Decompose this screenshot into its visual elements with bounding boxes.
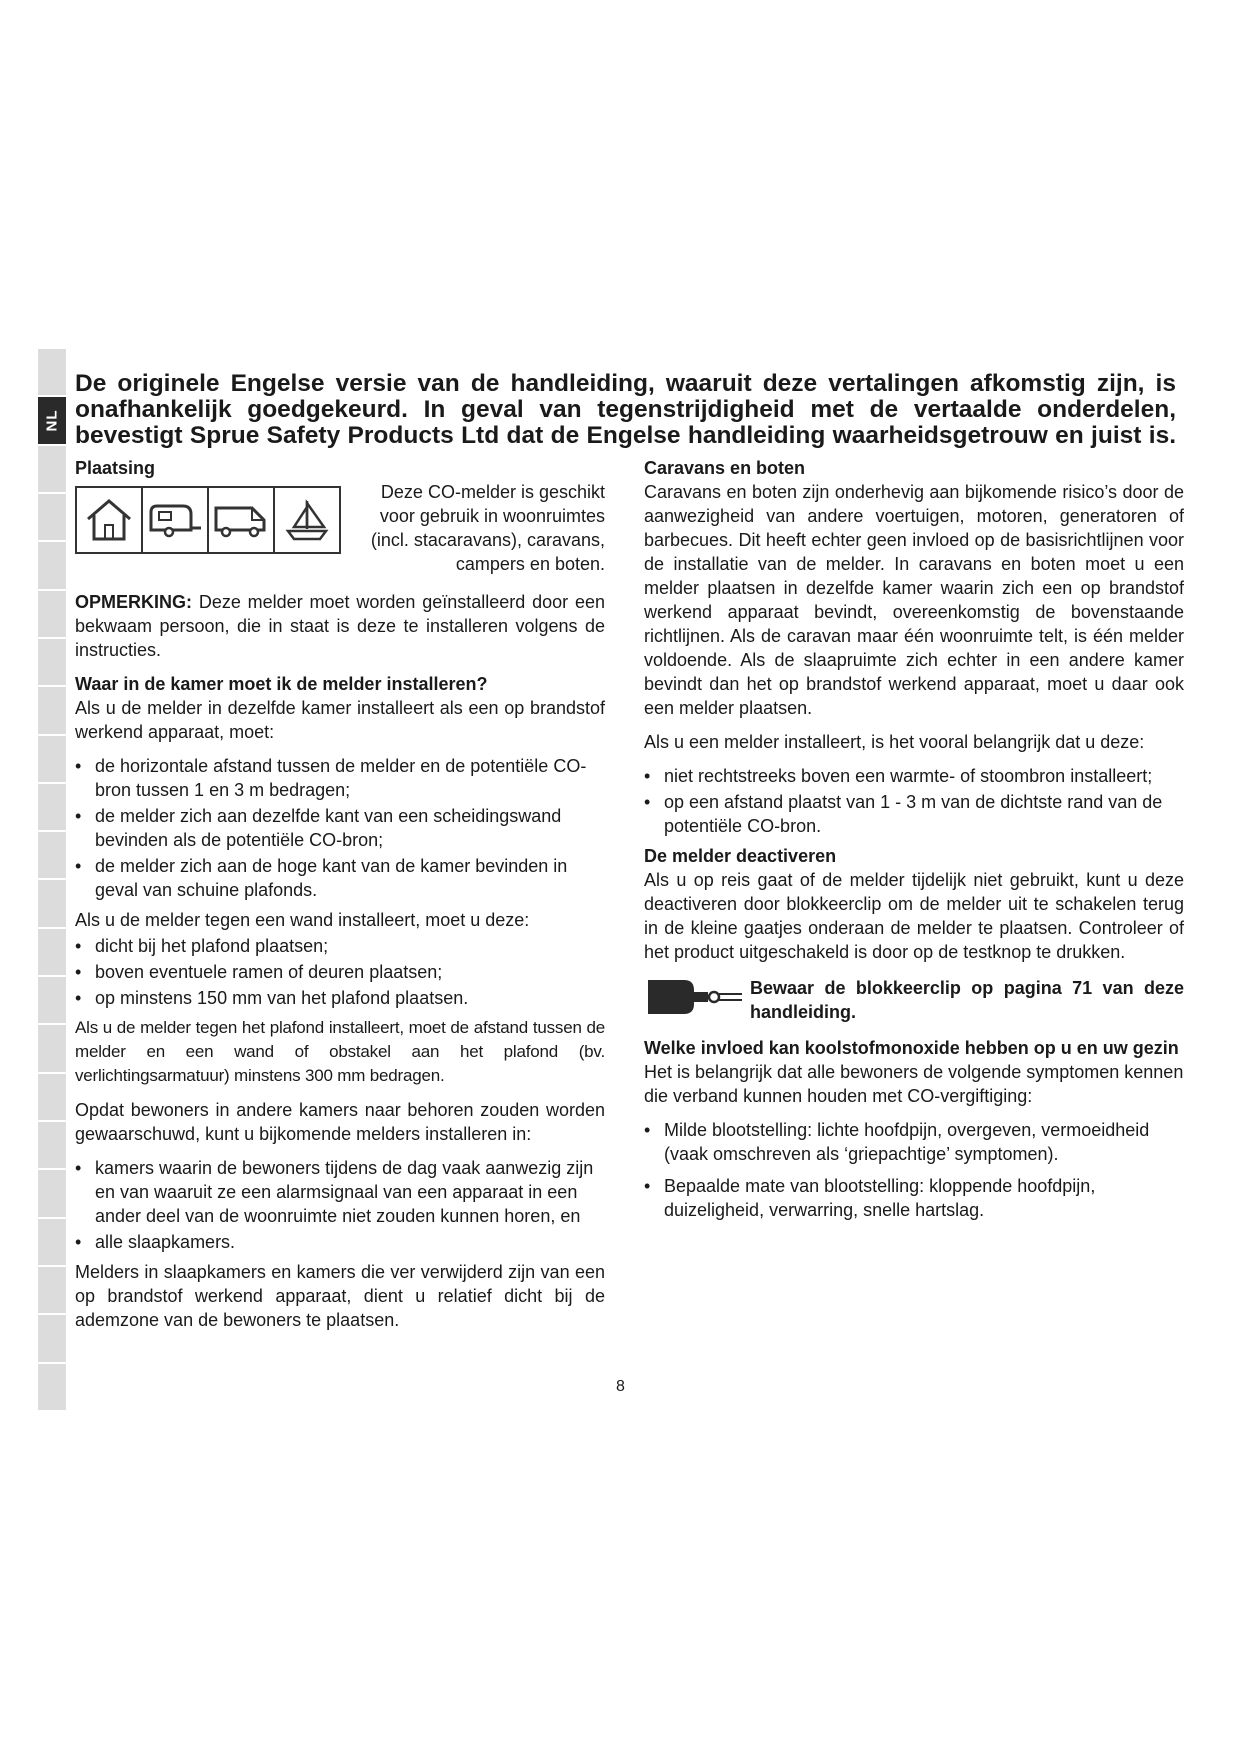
list-item: • de horizontale afstand tussen de melder en de potentiële CO-bron tussen 1 en 3 m bedragen; bbox=[75, 754, 605, 802]
side-tab-cell bbox=[38, 446, 66, 494]
list-same-room bbox=[75, 754, 605, 902]
left-column bbox=[75, 456, 605, 1342]
para-same-room: Als u de melder in dezelfde kamer installeert als een op brandstof werkend apparaat, moet: bbox=[75, 698, 605, 742]
side-tab-cell bbox=[38, 1025, 66, 1073]
list-item: • de melder zich aan dezelfde kant van een scheidingswand bevinden als de potentiële CO-bron; bbox=[75, 804, 605, 852]
list-item: • op minstens 150 mm van het plafond plaatsen. bbox=[75, 986, 605, 1010]
side-tab-cell bbox=[38, 1219, 66, 1267]
list-item: • Bepaalde mate van blootstelling: kloppende hoofdpijn, duizeligheid, verwarring, snelle hartslag. bbox=[644, 1174, 1184, 1222]
heading-effects: Welke invloed kan koolstofmonoxide hebben op u en uw gezin bbox=[644, 1038, 1179, 1058]
note-label: OPMERKING: bbox=[75, 592, 192, 612]
intro-statement: De originele Engelse versie van de handleiding, waaruit deze vertalingen afkomstig zijn, is onafhankelijk goedgekeurd. In geval van tegenstrijdigheid met de vertaalde onderdelen, bevestigt Sprue Safety Products Ltd dat de Engelse handleiding waarheidsgetrouw en juist is. bbox=[75, 370, 1176, 449]
side-tab-cell bbox=[38, 639, 66, 687]
installer-note bbox=[75, 590, 605, 662]
list-other-rooms bbox=[75, 1156, 605, 1254]
side-tab-cell bbox=[38, 832, 66, 880]
list-item: • niet rechtstreeks boven een warmte- of stoombron installeert; bbox=[644, 764, 1184, 788]
list-wall bbox=[75, 934, 605, 1010]
side-tab-cell bbox=[38, 880, 66, 928]
heading-caravans: Caravans en boten bbox=[644, 458, 806, 478]
side-tab-cell bbox=[38, 1122, 66, 1170]
list-item: • de melder zich aan de hoge kant van de kamer bevinden in geval van schuine plafonds. bbox=[75, 854, 605, 902]
language-tab bbox=[38, 397, 66, 445]
list-item: • boven eventuele ramen of deuren plaatsen; bbox=[75, 960, 605, 984]
page-number: 8 bbox=[616, 1378, 625, 1395]
para-effects: Het is belangrijk dat alle bewoners de volgende symptomen kennen die verband kunnen houden met CO-vergiftiging: bbox=[644, 1062, 1184, 1106]
side-tab-cell bbox=[38, 1315, 66, 1363]
side-tab-cell bbox=[38, 494, 66, 542]
para-other-rooms: Opdat bewoners in andere kamers naar behoren zouden worden gewaarschuwd, kunt u bijkomende melders installeren in: bbox=[75, 1100, 605, 1144]
para-deactivate: Als u op reis gaat of de melder tijdelijk niet gebruikt, kunt u deze deactiveren door blokkeerclip om de melder uit te schakelen terug in de kleine gaatjes onderaan de melder te plaatsen. Controleer of het product uitgeschakeld is door op de testknop te drukken. bbox=[644, 870, 1184, 962]
heading-plaatsing: Plaatsing bbox=[75, 458, 156, 478]
camper-icon bbox=[209, 488, 275, 552]
side-tab-cell bbox=[38, 929, 66, 977]
note-text: Deze melder moet worden geïnstalleerd door een bekwaam persoon, die in staat is deze te installeren volgens de instructies. bbox=[75, 592, 605, 660]
suitability-text: Deze CO-melder is geschikt voor gebruik in woonruimtes (incl. stacaravans), caravans, campers en boten. bbox=[370, 482, 605, 574]
list-effects bbox=[644, 1118, 1184, 1222]
suitability-block bbox=[75, 480, 605, 576]
side-tab-cell bbox=[38, 1170, 66, 1218]
house-icon bbox=[77, 488, 143, 552]
suitability-icons bbox=[75, 486, 341, 554]
language-tab-label: NL bbox=[43, 409, 61, 432]
side-tab-cell bbox=[38, 784, 66, 832]
clip-note bbox=[644, 974, 1184, 1026]
para-bedrooms: Melders in slaapkamers en kamers die ver verwijderd zijn van een op brandstof werkend apparaat, dient u relatief dicht bij de ademzone van de bewoners te plaatsen. bbox=[75, 1262, 605, 1330]
side-tab-cell bbox=[38, 977, 66, 1025]
side-tab-cell bbox=[38, 1074, 66, 1122]
para-important: Als u een melder installeert, is het vooral belangrijk dat u deze: bbox=[644, 732, 1145, 752]
para-ceiling: Als u de melder tegen het plafond installeert, moet de afstand tussen de melder en een wand of obstakel aan het plafond (bv. verlichtingsarmatuur) minstens 300 mm bedragen. bbox=[75, 1018, 605, 1085]
para-wall: Als u de melder tegen een wand installeert, moet u deze: bbox=[75, 910, 530, 930]
list-item: • dicht bij het plafond plaatsen; bbox=[75, 934, 605, 958]
side-tab-cell bbox=[38, 1267, 66, 1315]
caravan-icon bbox=[143, 488, 209, 552]
side-tab-cell bbox=[38, 591, 66, 639]
list-item: • Milde blootstelling: lichte hoofdpijn, overgeven, vermoeidheid (vaak omschreven als ‘griepachtige’ symptomen). bbox=[644, 1118, 1184, 1166]
heading-where: Waar in de kamer moet ik de melder installeren? bbox=[75, 674, 488, 694]
side-tab-cell bbox=[38, 542, 66, 590]
side-tab-cell bbox=[38, 349, 66, 397]
list-item: • op een afstand plaatst van 1 - 3 m van de dichtste rand van de potentiële CO-bron. bbox=[644, 790, 1184, 838]
side-tab-strip bbox=[38, 349, 66, 1412]
clip-note-text: Bewaar de blokkeerclip op pagina 71 van deze handleiding. bbox=[750, 978, 1184, 1022]
boat-icon bbox=[275, 488, 339, 552]
heading-deactivate: De melder deactiveren bbox=[644, 846, 837, 866]
list-important bbox=[644, 764, 1184, 838]
list-item: • kamers waarin de bewoners tijdens de dag vaak aanwezig zijn en van waaruit ze een alarmsignaal van een apparaat in een ander deel van de woonruimte niet zouden kunnen horen, en bbox=[75, 1156, 605, 1228]
blocking-clip-icon bbox=[644, 974, 744, 1026]
list-item: • alle slaapkamers. bbox=[75, 1230, 605, 1254]
para-caravans: Caravans en boten zijn onderhevig aan bijkomende risico’s door de aanwezigheid van andere voertuigen, motoren, generatoren of barbecues. Dit heeft echter geen invloed op de basisrichtlijnen voor de installatie van de melder. In caravans en boten moet u een melder plaatsen in dezelfde kamer waarin zich een op brandstof werkend apparaat bevindt, overeenkomstig de bovenstaande richtlijnen. Als de caravan maar één woonruimte telt, is één melder voldoende. Als de slaapruimte zich echter in een andere kamer bevindt dan het op brandstof werkend apparaat, moet u daar ook een melder plaatsen. bbox=[644, 482, 1184, 718]
side-tab-cell bbox=[38, 736, 66, 784]
right-column bbox=[644, 456, 1184, 1228]
side-tab-cell bbox=[38, 687, 66, 735]
